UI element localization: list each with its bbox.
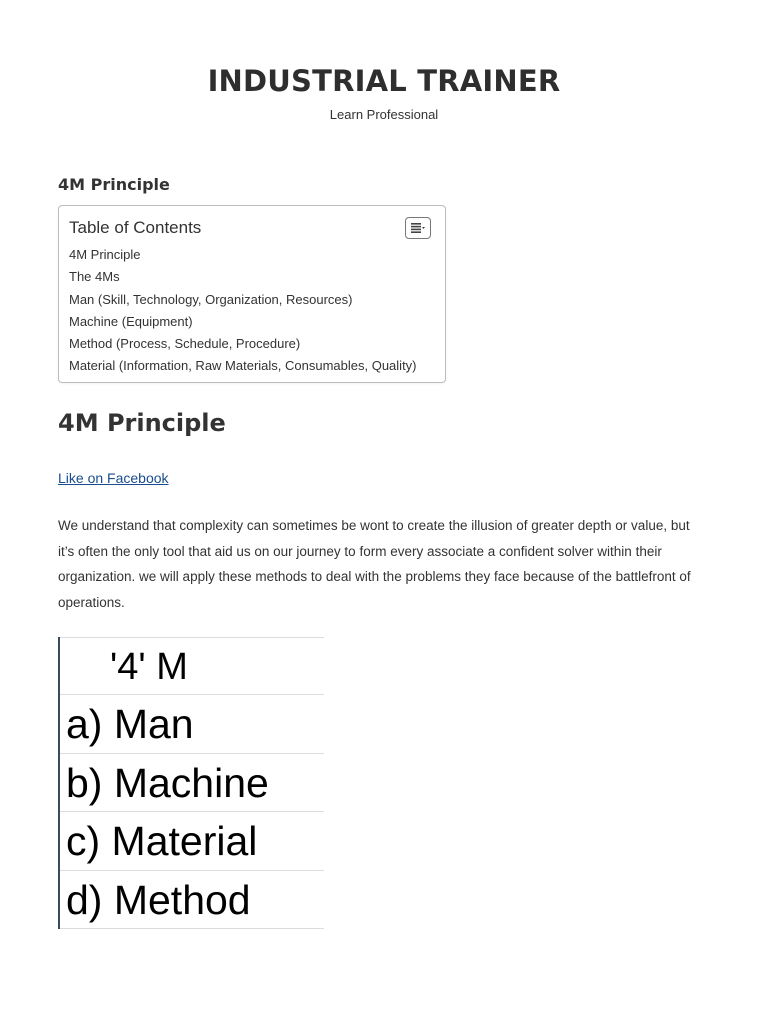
figure-row-title: '4' M <box>60 637 324 695</box>
site-title[interactable]: INDUSTRIAL TRAINER <box>207 64 561 98</box>
toc-item <box>69 355 435 377</box>
toc-link-4m-principle[interactable]: 4M Principle <box>69 247 141 262</box>
toc-item <box>69 289 435 311</box>
toc-link-the-4ms[interactable]: The 4Ms <box>69 269 120 285</box>
post-title: 4M Principle <box>58 175 170 194</box>
toc-item <box>69 244 435 266</box>
toc-item <box>69 333 435 355</box>
4m-figure-image <box>58 637 324 929</box>
list-toggle-icon <box>411 223 425 233</box>
toc-list <box>69 244 435 378</box>
figure-row-method: d) Method <box>60 871 324 929</box>
toc-title: Table of Contents <box>69 218 202 237</box>
toc-item <box>69 266 435 288</box>
toc-link-method[interactable]: Method (Process, Schedule, Procedure) <box>69 336 301 352</box>
figure-row-machine: b) Machine <box>60 754 324 812</box>
site-header <box>0 0 768 122</box>
figure-row-man: a) Man <box>60 695 324 753</box>
figure-row-material: c) Material <box>60 812 324 870</box>
facebook-like-link[interactable]: Like on Facebook <box>58 470 169 486</box>
site-tagline: Learn Professional <box>329 107 439 122</box>
toc-item <box>69 311 435 333</box>
toc-toggle-button[interactable] <box>405 217 431 239</box>
table-of-contents <box>58 205 446 383</box>
intro-paragraph: We understand that complexity can sometimes be wont to create the illusion of greater depth or value, but it’s often the only tool that aid us on our journey to form every associate a confident solver within their organization. we will apply these methods to deal with the problems they face because of the battlefront of operations. <box>58 518 691 611</box>
toc-link-machine[interactable]: Machine (Equipment) <box>69 313 193 329</box>
section-heading: 4M Principle <box>58 409 226 437</box>
toc-link-material[interactable]: Material (Information, Raw Materials, Consumables, Quality) <box>69 358 417 374</box>
toc-link-man[interactable]: Man (Skill, Technology, Organization, Resources) <box>69 291 353 307</box>
